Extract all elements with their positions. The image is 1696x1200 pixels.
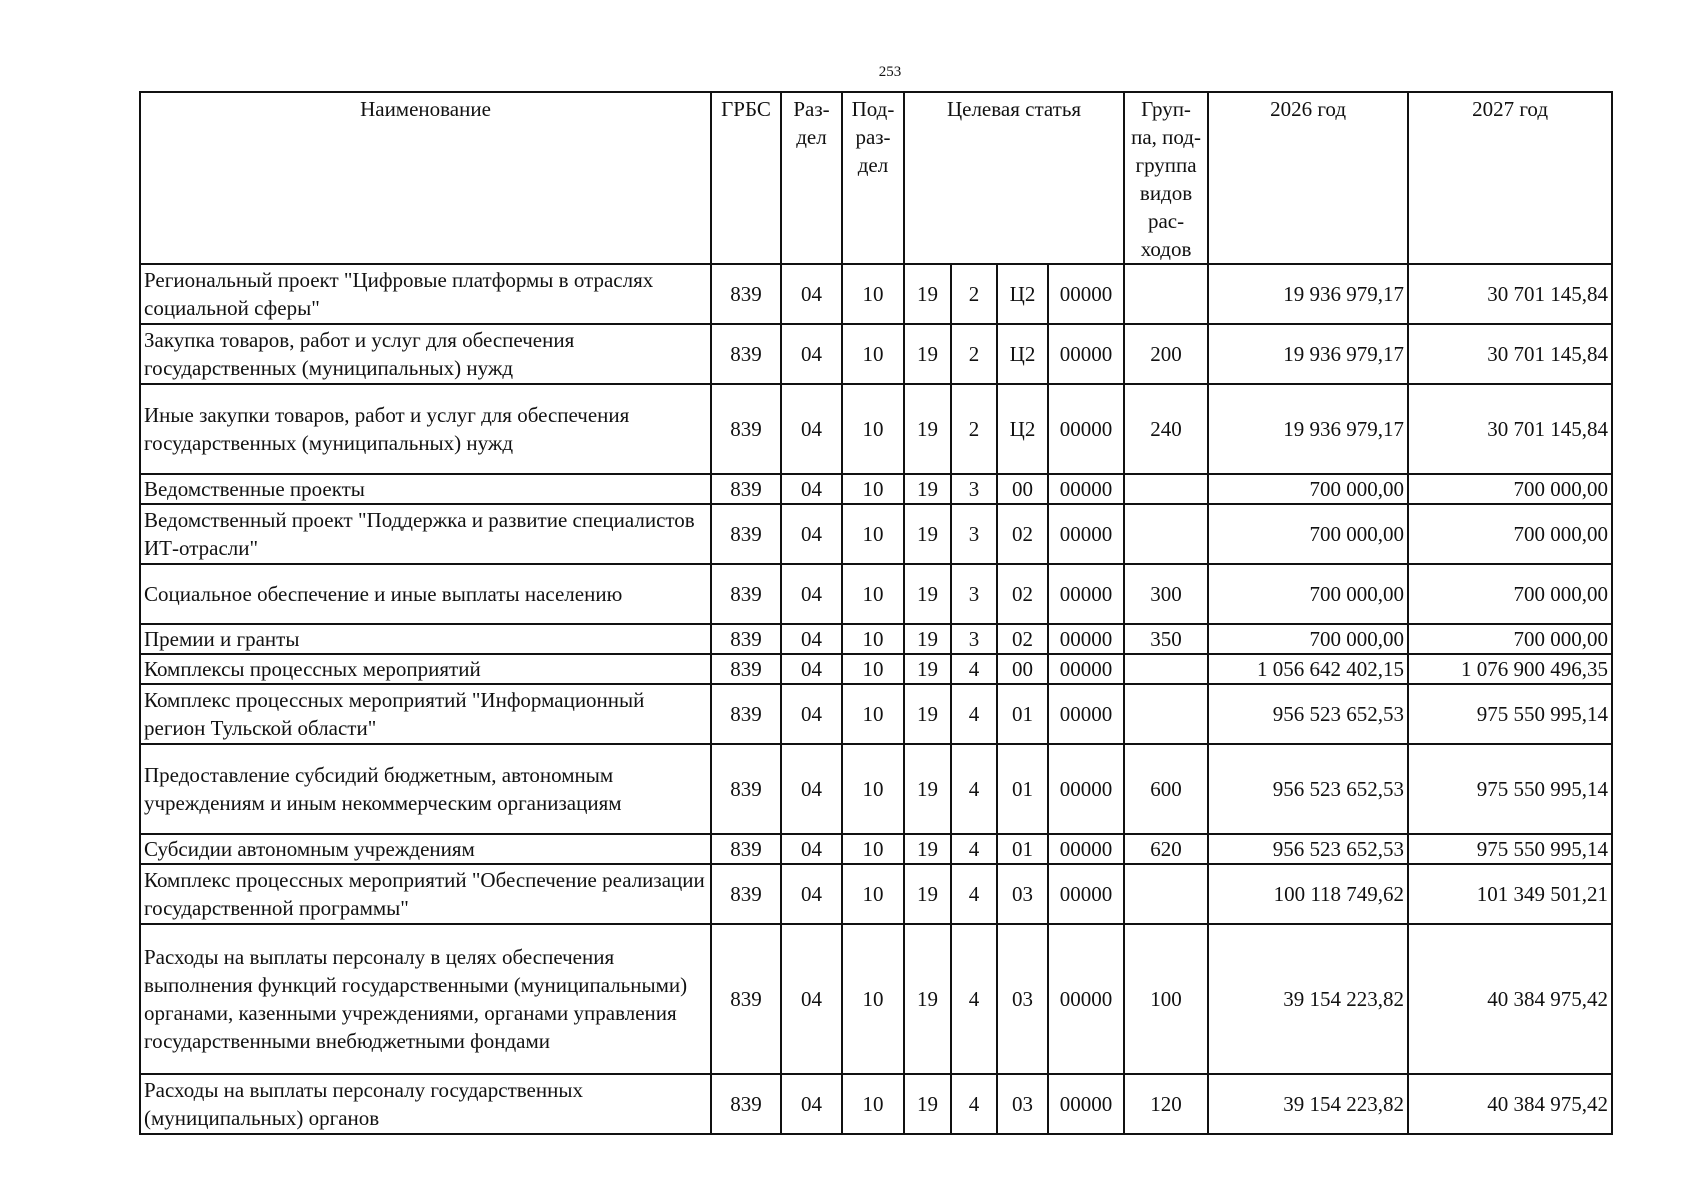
row-name: Премии и гранты bbox=[140, 624, 711, 654]
header-target-article: Целевая статья bbox=[904, 92, 1124, 264]
row-amount-2026: 19 936 979,17 bbox=[1208, 324, 1408, 384]
table-row bbox=[140, 324, 1612, 384]
row-expense-group bbox=[1124, 684, 1208, 744]
row-target-structural: 03 bbox=[997, 1074, 1048, 1134]
row-amount-2027: 700 000,00 bbox=[1408, 624, 1612, 654]
row-razdel: 04 bbox=[781, 474, 842, 504]
table-row bbox=[140, 684, 1612, 744]
row-target-program: 19 bbox=[904, 834, 951, 864]
row-amount-2027: 30 701 145,84 bbox=[1408, 384, 1612, 474]
row-expense-group: 350 bbox=[1124, 624, 1208, 654]
row-grbs: 839 bbox=[711, 324, 781, 384]
row-amount-2027: 700 000,00 bbox=[1408, 564, 1612, 624]
row-target-direction: 00000 bbox=[1048, 474, 1124, 504]
row-podrazdel: 10 bbox=[842, 864, 904, 924]
table-body bbox=[140, 264, 1612, 1134]
row-target-direction: 00000 bbox=[1048, 384, 1124, 474]
row-target-type: 4 bbox=[951, 654, 997, 684]
row-amount-2027: 30 701 145,84 bbox=[1408, 264, 1612, 324]
row-razdel: 04 bbox=[781, 504, 842, 564]
row-amount-2027: 700 000,00 bbox=[1408, 504, 1612, 564]
row-target-type: 4 bbox=[951, 834, 997, 864]
row-amount-2026: 700 000,00 bbox=[1208, 564, 1408, 624]
row-target-direction: 00000 bbox=[1048, 264, 1124, 324]
row-razdel: 04 bbox=[781, 324, 842, 384]
row-target-direction: 00000 bbox=[1048, 324, 1124, 384]
row-expense-group bbox=[1124, 504, 1208, 564]
table-header-row bbox=[140, 92, 1612, 264]
row-target-type: 3 bbox=[951, 504, 997, 564]
row-target-program: 19 bbox=[904, 864, 951, 924]
row-target-direction: 00000 bbox=[1048, 1074, 1124, 1134]
table-row bbox=[140, 1074, 1612, 1134]
row-target-direction: 00000 bbox=[1048, 834, 1124, 864]
row-target-type: 4 bbox=[951, 864, 997, 924]
row-podrazdel: 10 bbox=[842, 384, 904, 474]
row-amount-2027: 40 384 975,42 bbox=[1408, 1074, 1612, 1134]
row-target-program: 19 bbox=[904, 654, 951, 684]
row-grbs: 839 bbox=[711, 504, 781, 564]
row-grbs: 839 bbox=[711, 924, 781, 1074]
row-amount-2027: 1 076 900 496,35 bbox=[1408, 654, 1612, 684]
row-name: Иные закупки товаров, работ и услуг для обеспечения государственных (муниципальных) нужд bbox=[140, 384, 711, 474]
row-name: Региональный проект "Цифровые платформы в отраслях социальной сферы" bbox=[140, 264, 711, 324]
row-target-structural: Ц2 bbox=[997, 264, 1048, 324]
row-target-structural: 03 bbox=[997, 924, 1048, 1074]
row-expense-group bbox=[1124, 264, 1208, 324]
row-target-type: 4 bbox=[951, 744, 997, 834]
row-amount-2027: 40 384 975,42 bbox=[1408, 924, 1612, 1074]
row-grbs: 839 bbox=[711, 474, 781, 504]
row-podrazdel: 10 bbox=[842, 744, 904, 834]
row-name: Расходы на выплаты персоналу государственных (муниципальных) органов bbox=[140, 1074, 711, 1134]
row-amount-2026: 700 000,00 bbox=[1208, 474, 1408, 504]
row-target-type: 3 bbox=[951, 474, 997, 504]
row-name: Комплексы процессных мероприятий bbox=[140, 654, 711, 684]
row-expense-group: 300 bbox=[1124, 564, 1208, 624]
row-razdel: 04 bbox=[781, 624, 842, 654]
table-row bbox=[140, 924, 1612, 1074]
row-expense-group: 240 bbox=[1124, 384, 1208, 474]
row-amount-2026: 39 154 223,82 bbox=[1208, 1074, 1408, 1134]
row-name: Комплекс процессных мероприятий "Информационный регион Тульской области" bbox=[140, 684, 711, 744]
table-row bbox=[140, 504, 1612, 564]
row-target-type: 4 bbox=[951, 1074, 997, 1134]
row-grbs: 839 bbox=[711, 384, 781, 474]
row-amount-2027: 700 000,00 bbox=[1408, 474, 1612, 504]
row-expense-group bbox=[1124, 654, 1208, 684]
row-razdel: 04 bbox=[781, 264, 842, 324]
row-target-program: 19 bbox=[904, 744, 951, 834]
row-target-direction: 00000 bbox=[1048, 924, 1124, 1074]
row-amount-2026: 700 000,00 bbox=[1208, 624, 1408, 654]
row-target-program: 19 bbox=[904, 564, 951, 624]
header-podrazdel: Под- раз- дел bbox=[842, 92, 904, 264]
table-row bbox=[140, 624, 1612, 654]
row-razdel: 04 bbox=[781, 834, 842, 864]
row-grbs: 839 bbox=[711, 684, 781, 744]
row-target-program: 19 bbox=[904, 384, 951, 474]
table-row bbox=[140, 384, 1612, 474]
row-podrazdel: 10 bbox=[842, 834, 904, 864]
row-target-direction: 00000 bbox=[1048, 504, 1124, 564]
row-target-type: 4 bbox=[951, 924, 997, 1074]
row-target-program: 19 bbox=[904, 684, 951, 744]
row-target-direction: 00000 bbox=[1048, 564, 1124, 624]
row-razdel: 04 bbox=[781, 684, 842, 744]
row-amount-2027: 30 701 145,84 bbox=[1408, 324, 1612, 384]
table-row bbox=[140, 744, 1612, 834]
header-2026: 2026 год bbox=[1208, 92, 1408, 264]
row-podrazdel: 10 bbox=[842, 564, 904, 624]
row-razdel: 04 bbox=[781, 564, 842, 624]
table-row bbox=[140, 864, 1612, 924]
row-expense-group bbox=[1124, 474, 1208, 504]
row-grbs: 839 bbox=[711, 834, 781, 864]
row-expense-group: 200 bbox=[1124, 324, 1208, 384]
row-target-type: 3 bbox=[951, 624, 997, 654]
row-target-structural: 02 bbox=[997, 564, 1048, 624]
row-podrazdel: 10 bbox=[842, 924, 904, 1074]
row-expense-group: 100 bbox=[1124, 924, 1208, 1074]
table-row bbox=[140, 654, 1612, 684]
row-target-program: 19 bbox=[904, 264, 951, 324]
row-target-type: 4 bbox=[951, 684, 997, 744]
row-target-direction: 00000 bbox=[1048, 624, 1124, 654]
row-name: Субсидии автономным учреждениям bbox=[140, 834, 711, 864]
row-name: Предоставление субсидий бюджетным, автономным учреждениям и иным некоммерческим организациям bbox=[140, 744, 711, 834]
row-target-structural: 01 bbox=[997, 834, 1048, 864]
row-target-direction: 00000 bbox=[1048, 684, 1124, 744]
row-amount-2026: 19 936 979,17 bbox=[1208, 264, 1408, 324]
header-name: Наименование bbox=[140, 92, 711, 264]
row-podrazdel: 10 bbox=[842, 684, 904, 744]
row-target-structural: 00 bbox=[997, 474, 1048, 504]
row-target-program: 19 bbox=[904, 474, 951, 504]
row-target-direction: 00000 bbox=[1048, 864, 1124, 924]
row-expense-group: 120 bbox=[1124, 1074, 1208, 1134]
row-razdel: 04 bbox=[781, 1074, 842, 1134]
row-name: Ведомственные проекты bbox=[140, 474, 711, 504]
row-target-program: 19 bbox=[904, 1074, 951, 1134]
row-razdel: 04 bbox=[781, 384, 842, 474]
row-razdel: 04 bbox=[781, 744, 842, 834]
row-target-structural: 01 bbox=[997, 744, 1048, 834]
table-row bbox=[140, 474, 1612, 504]
row-amount-2027: 975 550 995,14 bbox=[1408, 834, 1612, 864]
row-target-structural: 02 bbox=[997, 504, 1048, 564]
row-name: Комплекс процессных мероприятий "Обеспечение реализации государственной программы" bbox=[140, 864, 711, 924]
row-grbs: 839 bbox=[711, 1074, 781, 1134]
row-grbs: 839 bbox=[711, 654, 781, 684]
row-razdel: 04 bbox=[781, 654, 842, 684]
row-podrazdel: 10 bbox=[842, 324, 904, 384]
row-amount-2026: 956 523 652,53 bbox=[1208, 834, 1408, 864]
row-grbs: 839 bbox=[711, 564, 781, 624]
row-target-structural: Ц2 bbox=[997, 384, 1048, 474]
row-target-structural: 02 bbox=[997, 624, 1048, 654]
budget-table bbox=[139, 91, 1613, 1135]
row-target-structural: Ц2 bbox=[997, 324, 1048, 384]
row-amount-2026: 39 154 223,82 bbox=[1208, 924, 1408, 1074]
row-podrazdel: 10 bbox=[842, 264, 904, 324]
row-podrazdel: 10 bbox=[842, 1074, 904, 1134]
header-expense-group: Груп- па, под- группа видов рас- ходов bbox=[1124, 92, 1208, 264]
table-row bbox=[140, 834, 1612, 864]
page-number: 253 bbox=[878, 64, 902, 80]
row-amount-2026: 1 056 642 402,15 bbox=[1208, 654, 1408, 684]
row-target-type: 2 bbox=[951, 384, 997, 474]
row-target-program: 19 bbox=[904, 324, 951, 384]
row-name: Ведомственный проект "Поддержка и развитие специалистов ИТ-отрасли" bbox=[140, 504, 711, 564]
row-amount-2027: 101 349 501,21 bbox=[1408, 864, 1612, 924]
row-target-direction: 00000 bbox=[1048, 654, 1124, 684]
row-target-structural: 01 bbox=[997, 684, 1048, 744]
row-amount-2027: 975 550 995,14 bbox=[1408, 684, 1612, 744]
row-target-structural: 00 bbox=[997, 654, 1048, 684]
row-grbs: 839 bbox=[711, 744, 781, 834]
row-podrazdel: 10 bbox=[842, 504, 904, 564]
row-razdel: 04 bbox=[781, 924, 842, 1074]
row-podrazdel: 10 bbox=[842, 624, 904, 654]
row-amount-2026: 956 523 652,53 bbox=[1208, 744, 1408, 834]
row-name: Расходы на выплаты персоналу в целях обеспечения выполнения функций государственными (муниципальными) органами, казенными учреждениями, органами управления государственными внебюджетными фондами bbox=[140, 924, 711, 1074]
row-target-direction: 00000 bbox=[1048, 744, 1124, 834]
row-amount-2027: 975 550 995,14 bbox=[1408, 744, 1612, 834]
table-row bbox=[140, 564, 1612, 624]
row-podrazdel: 10 bbox=[842, 654, 904, 684]
row-amount-2026: 956 523 652,53 bbox=[1208, 684, 1408, 744]
row-razdel: 04 bbox=[781, 864, 842, 924]
row-expense-group: 620 bbox=[1124, 834, 1208, 864]
row-podrazdel: 10 bbox=[842, 474, 904, 504]
row-grbs: 839 bbox=[711, 864, 781, 924]
header-razdel: Раз- дел bbox=[781, 92, 842, 264]
row-target-program: 19 bbox=[904, 924, 951, 1074]
row-name: Закупка товаров, работ и услуг для обеспечения государственных (муниципальных) нужд bbox=[140, 324, 711, 384]
row-target-structural: 03 bbox=[997, 864, 1048, 924]
header-grbs: ГРБС bbox=[711, 92, 781, 264]
row-target-program: 19 bbox=[904, 504, 951, 564]
row-expense-group: 600 bbox=[1124, 744, 1208, 834]
row-grbs: 839 bbox=[711, 624, 781, 654]
row-amount-2026: 100 118 749,62 bbox=[1208, 864, 1408, 924]
row-target-type: 3 bbox=[951, 564, 997, 624]
row-target-type: 2 bbox=[951, 264, 997, 324]
row-target-program: 19 bbox=[904, 624, 951, 654]
row-amount-2026: 19 936 979,17 bbox=[1208, 384, 1408, 474]
table-row bbox=[140, 264, 1612, 324]
row-name: Социальное обеспечение и иные выплаты населению bbox=[140, 564, 711, 624]
row-amount-2026: 700 000,00 bbox=[1208, 504, 1408, 564]
row-expense-group bbox=[1124, 864, 1208, 924]
row-grbs: 839 bbox=[711, 264, 781, 324]
row-target-type: 2 bbox=[951, 324, 997, 384]
header-2027: 2027 год bbox=[1408, 92, 1612, 264]
